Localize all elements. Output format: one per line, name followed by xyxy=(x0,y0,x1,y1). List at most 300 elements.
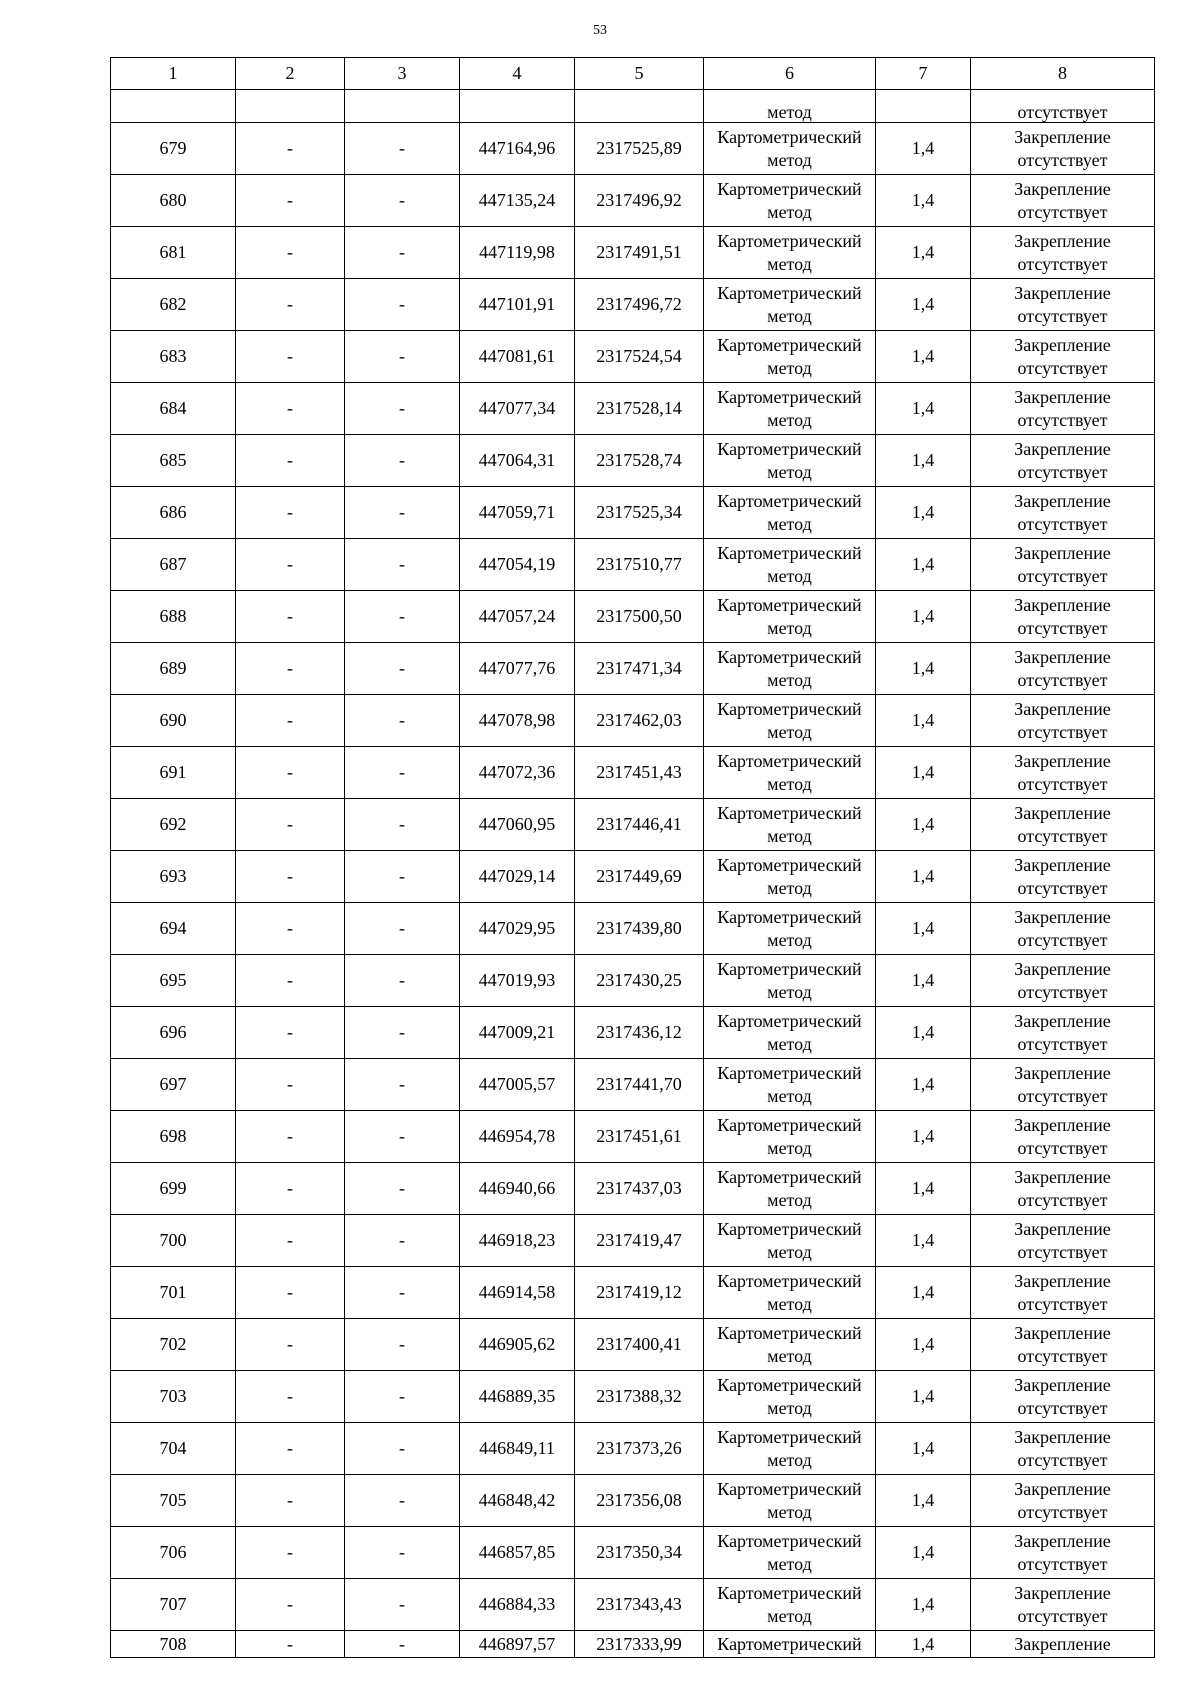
table-row xyxy=(111,1475,1155,1527)
status-cell xyxy=(971,955,1155,1007)
method-cell-line-2: метод xyxy=(767,1397,812,1418)
method-cell xyxy=(704,747,876,799)
method-cell xyxy=(704,1371,876,1423)
point-number-cell: 693 xyxy=(111,851,236,903)
status-cell xyxy=(971,1215,1155,1267)
point-number-cell: 707 xyxy=(111,1579,236,1631)
method-cell xyxy=(704,227,876,279)
table-cell: - xyxy=(345,1423,460,1475)
status-cell-line-2: отсутствует xyxy=(1017,201,1108,222)
method-cell-line-1: Картометрический xyxy=(717,1322,862,1343)
y-coordinate-cell: 2317400,41 xyxy=(575,1319,704,1371)
x-coordinate-cell: 447059,71 xyxy=(460,487,575,539)
status-cell-line-1: Закрепление xyxy=(1014,386,1111,407)
point-number-cell: 702 xyxy=(111,1319,236,1371)
method-cell: Картометрический xyxy=(704,1631,876,1658)
table-cell: - xyxy=(236,175,345,227)
status-cell-line-1: Закрепление xyxy=(1014,282,1111,303)
status-cell-line-2: отсутствует xyxy=(1017,617,1108,638)
method-cell-line-1: Картометрический xyxy=(717,490,862,511)
method-cell-line-2: метод xyxy=(767,773,812,794)
method-cell-line-1: Картометрический xyxy=(717,386,862,407)
table-cell: - xyxy=(345,1215,460,1267)
table-cell: - xyxy=(345,435,460,487)
point-number-cell: 704 xyxy=(111,1423,236,1475)
status-cell-line-2: отсутствует xyxy=(1017,1449,1108,1470)
method-cell xyxy=(704,1423,876,1475)
status-cell xyxy=(971,1163,1155,1215)
table-cell: - xyxy=(236,1631,345,1658)
method-cell-line-1: Картометрический xyxy=(717,594,862,615)
status-cell xyxy=(971,435,1155,487)
method-cell xyxy=(704,695,876,747)
method-cell-line-1: Картометрический xyxy=(717,230,862,251)
y-coordinate-cell: 2317451,61 xyxy=(575,1111,704,1163)
x-coordinate-cell: 447005,57 xyxy=(460,1059,575,1111)
x-coordinate-cell: 447060,95 xyxy=(460,799,575,851)
table-cell: - xyxy=(345,695,460,747)
method-cell-line-2: метод xyxy=(767,513,812,534)
accuracy-cell: 1,4 xyxy=(876,747,971,799)
accuracy-cell: 1,4 xyxy=(876,1579,971,1631)
method-cell-line-1: Картометрический xyxy=(717,1166,862,1187)
x-coordinate-cell: 447029,95 xyxy=(460,903,575,955)
point-number-cell: 701 xyxy=(111,1267,236,1319)
method-cell-line-1: Картометрический xyxy=(717,1426,862,1447)
table-row xyxy=(111,1371,1155,1423)
point-number-cell: 680 xyxy=(111,175,236,227)
y-coordinate-cell: 2317436,12 xyxy=(575,1007,704,1059)
y-coordinate-cell: 2317471,34 xyxy=(575,643,704,695)
table-cell: - xyxy=(345,747,460,799)
table-row xyxy=(111,123,1155,175)
point-number-cell: 700 xyxy=(111,1215,236,1267)
method-cell xyxy=(704,1475,876,1527)
table-cell: - xyxy=(236,1059,345,1111)
table-cell: - xyxy=(345,799,460,851)
method-cell-line-2: метод xyxy=(767,617,812,638)
method-cell xyxy=(704,123,876,175)
x-coordinate-cell: 447101,91 xyxy=(460,279,575,331)
accuracy-cell: 1,4 xyxy=(876,123,971,175)
y-coordinate-cell: 2317419,12 xyxy=(575,1267,704,1319)
table-cell: - xyxy=(236,123,345,175)
y-coordinate-cell: 2317500,50 xyxy=(575,591,704,643)
table-cell: - xyxy=(236,383,345,435)
table-row xyxy=(111,1111,1155,1163)
accuracy-cell: 1,4 xyxy=(876,1631,971,1658)
method-cell-line-1: Картометрический xyxy=(717,178,862,199)
method-cell xyxy=(704,591,876,643)
status-cell-line-1: Закрепление xyxy=(1014,1582,1111,1603)
method-cell-line-2: метод xyxy=(767,201,812,222)
y-coordinate-cell: 2317430,25 xyxy=(575,955,704,1007)
x-coordinate-cell: 446954,78 xyxy=(460,1111,575,1163)
point-number-cell: 691 xyxy=(111,747,236,799)
table-cell: - xyxy=(236,1007,345,1059)
status-cell-line-1: Закрепление xyxy=(1014,646,1111,667)
method-cell-line-1: Картометрический xyxy=(717,1218,862,1239)
status-cell-line-1: Закрепление xyxy=(1014,1374,1111,1395)
status-cell-line-1: Закрепление xyxy=(1014,1010,1111,1031)
table-cell: - xyxy=(345,591,460,643)
status-cell xyxy=(971,1267,1155,1319)
y-coordinate-cell: 2317525,34 xyxy=(575,487,704,539)
table-cell: - xyxy=(345,227,460,279)
status-cell-line-2: отсутствует xyxy=(1017,565,1108,586)
table-cell: - xyxy=(236,851,345,903)
status-cell xyxy=(971,279,1155,331)
column-header: 8 xyxy=(971,58,1155,90)
method-cell xyxy=(704,435,876,487)
y-coordinate-cell: 2317437,03 xyxy=(575,1163,704,1215)
method-cell-line-1: Картометрический xyxy=(717,1478,862,1499)
method-cell xyxy=(704,383,876,435)
y-coordinate-cell: 2317451,43 xyxy=(575,747,704,799)
point-number-cell: 703 xyxy=(111,1371,236,1423)
x-coordinate-cell: 447078,98 xyxy=(460,695,575,747)
x-coordinate-cell: 447119,98 xyxy=(460,227,575,279)
point-number-cell: 705 xyxy=(111,1475,236,1527)
table-cell: - xyxy=(236,1423,345,1475)
y-coordinate-cell: 2317356,08 xyxy=(575,1475,704,1527)
status-cell xyxy=(971,903,1155,955)
table-cell: - xyxy=(345,1007,460,1059)
table-cell xyxy=(876,90,971,123)
method-cell xyxy=(704,1267,876,1319)
status-cell-line-2: отсутствует xyxy=(1017,1397,1108,1418)
table-cell: - xyxy=(236,591,345,643)
status-cell xyxy=(971,1319,1155,1371)
status-cell-line-1: Закрепление xyxy=(1014,750,1111,771)
x-coordinate-cell: 446849,11 xyxy=(460,1423,575,1475)
table-cell: - xyxy=(236,643,345,695)
x-coordinate-cell: 447077,34 xyxy=(460,383,575,435)
column-header: 1 xyxy=(111,58,236,90)
status-cell xyxy=(971,643,1155,695)
table-cell: - xyxy=(345,851,460,903)
table-row xyxy=(111,1631,1155,1658)
point-number-cell: 699 xyxy=(111,1163,236,1215)
method-cell-line-2: метод xyxy=(767,1501,812,1522)
table-row xyxy=(111,1579,1155,1631)
accuracy-cell: 1,4 xyxy=(876,1163,971,1215)
status-cell: Закрепление xyxy=(971,1631,1155,1658)
table-cell: - xyxy=(236,799,345,851)
column-header: 2 xyxy=(236,58,345,90)
y-coordinate-cell: 2317491,51 xyxy=(575,227,704,279)
method-cell-line-2: метод xyxy=(767,1033,812,1054)
point-number-cell: 686 xyxy=(111,487,236,539)
table-cell: - xyxy=(345,331,460,383)
method-cell-line-1: Картометрический xyxy=(717,438,862,459)
table-cell: - xyxy=(345,1163,460,1215)
table-row xyxy=(111,1423,1155,1475)
accuracy-cell: 1,4 xyxy=(876,799,971,851)
table-cell: - xyxy=(345,539,460,591)
method-cell-line-2: метод xyxy=(767,1241,812,1262)
status-cell-line-1: Закрепление xyxy=(1014,542,1111,563)
x-coordinate-cell: 447054,19 xyxy=(460,539,575,591)
table-cell: - xyxy=(236,1475,345,1527)
point-number-cell: 697 xyxy=(111,1059,236,1111)
status-cell xyxy=(971,1423,1155,1475)
status-cell-line-1: Закрепление xyxy=(1014,230,1111,251)
status-cell-line-1: Закрепление xyxy=(1014,1322,1111,1343)
point-number-cell: 681 xyxy=(111,227,236,279)
point-number-cell: 683 xyxy=(111,331,236,383)
column-header: 3 xyxy=(345,58,460,90)
method-cell-line-2: метод xyxy=(767,357,812,378)
accuracy-cell: 1,4 xyxy=(876,1475,971,1527)
status-cell-line-1: Закрепление xyxy=(1014,1426,1111,1447)
point-number-cell: 694 xyxy=(111,903,236,955)
method-cell-line-2: метод xyxy=(767,1605,812,1626)
status-cell-line-2: отсутствует xyxy=(1017,1553,1108,1574)
table-cell: - xyxy=(345,903,460,955)
table-row xyxy=(111,955,1155,1007)
table-cell: - xyxy=(345,1111,460,1163)
y-coordinate-cell: 2317449,69 xyxy=(575,851,704,903)
method-cell xyxy=(704,1059,876,1111)
accuracy-cell: 1,4 xyxy=(876,1059,971,1111)
method-cell-line-2: метод xyxy=(767,981,812,1002)
y-coordinate-cell: 2317388,32 xyxy=(575,1371,704,1423)
x-coordinate-cell: 446918,23 xyxy=(460,1215,575,1267)
method-cell-line-2: метод xyxy=(767,565,812,586)
table-cell: - xyxy=(345,1579,460,1631)
method-cell-line-2: метод xyxy=(767,253,812,274)
method-cell-line-2: метод xyxy=(767,1189,812,1210)
method-cell-line-2: метод xyxy=(767,929,812,950)
method-cell-line-1: Картометрический xyxy=(717,1010,862,1031)
status-cell-line-2: отсутствует xyxy=(1017,357,1108,378)
status-cell xyxy=(971,383,1155,435)
point-number-cell: 688 xyxy=(111,591,236,643)
table-cell: - xyxy=(345,1371,460,1423)
table-cell: - xyxy=(236,1163,345,1215)
status-cell xyxy=(971,175,1155,227)
accuracy-cell: 1,4 xyxy=(876,1267,971,1319)
table-row xyxy=(111,747,1155,799)
accuracy-cell: 1,4 xyxy=(876,1371,971,1423)
method-cell-line-1: Картометрический xyxy=(717,1270,862,1291)
page-number: 53 xyxy=(593,23,607,38)
point-number-cell: 695 xyxy=(111,955,236,1007)
status-cell-line-1: Закрепление xyxy=(1014,854,1111,875)
status-cell xyxy=(971,1371,1155,1423)
method-cell-line-1: Картометрический xyxy=(717,334,862,355)
y-coordinate-cell: 2317528,14 xyxy=(575,383,704,435)
status-cell-line-1: Закрепление xyxy=(1014,334,1111,355)
y-coordinate-cell: 2317439,80 xyxy=(575,903,704,955)
column-header: 6 xyxy=(704,58,876,90)
method-cell-line-1: Картометрический xyxy=(717,958,862,979)
y-coordinate-cell: 2317528,74 xyxy=(575,435,704,487)
table-cell: - xyxy=(345,643,460,695)
method-cell-line-1: Картометрический xyxy=(717,854,862,875)
method-cell xyxy=(704,279,876,331)
table-body xyxy=(111,90,1155,1658)
table-row xyxy=(111,695,1155,747)
status-cell: отсутствует xyxy=(971,90,1155,123)
x-coordinate-cell: 447164,96 xyxy=(460,123,575,175)
status-cell xyxy=(971,1579,1155,1631)
method-cell-line-2: метод xyxy=(767,409,812,430)
x-coordinate-cell: 446857,85 xyxy=(460,1527,575,1579)
table-row xyxy=(111,1215,1155,1267)
table-row xyxy=(111,1007,1155,1059)
method-cell xyxy=(704,1163,876,1215)
header-row xyxy=(111,58,1155,90)
method-cell xyxy=(704,851,876,903)
coordinates-table xyxy=(110,57,1155,1658)
accuracy-cell: 1,4 xyxy=(876,591,971,643)
status-cell-line-2: отсутствует xyxy=(1017,929,1108,950)
x-coordinate-cell: 447081,61 xyxy=(460,331,575,383)
x-coordinate-cell: 447072,36 xyxy=(460,747,575,799)
accuracy-cell: 1,4 xyxy=(876,175,971,227)
status-cell xyxy=(971,1007,1155,1059)
table-cell: - xyxy=(345,1631,460,1658)
status-cell-line-1: Закрепление xyxy=(1014,906,1111,927)
status-cell xyxy=(971,851,1155,903)
table-cell: - xyxy=(236,487,345,539)
table-row xyxy=(111,175,1155,227)
table-row xyxy=(111,435,1155,487)
table-row xyxy=(111,279,1155,331)
y-coordinate-cell: 2317525,89 xyxy=(575,123,704,175)
status-cell xyxy=(971,331,1155,383)
method-cell-line-1: Картометрический xyxy=(717,282,862,303)
status-cell xyxy=(971,747,1155,799)
status-cell-line-1: Закрепление xyxy=(1014,594,1111,615)
method-cell-line-2: метод xyxy=(767,1085,812,1106)
method-cell-line-1: Картометрический xyxy=(717,542,862,563)
accuracy-cell: 1,4 xyxy=(876,331,971,383)
method-cell-line-1: Картометрический xyxy=(717,1374,862,1395)
method-cell-line-1: Картометрический xyxy=(717,802,862,823)
table-cell: - xyxy=(236,1527,345,1579)
table-cell: - xyxy=(236,1215,345,1267)
table-cell: - xyxy=(345,123,460,175)
method-cell xyxy=(704,487,876,539)
point-number-cell: 692 xyxy=(111,799,236,851)
accuracy-cell: 1,4 xyxy=(876,383,971,435)
y-coordinate-cell: 2317343,43 xyxy=(575,1579,704,1631)
accuracy-cell: 1,4 xyxy=(876,1007,971,1059)
x-coordinate-cell: 447019,93 xyxy=(460,955,575,1007)
table-cell: - xyxy=(236,903,345,955)
table-row xyxy=(111,539,1155,591)
x-coordinate-cell: 447064,31 xyxy=(460,435,575,487)
y-coordinate-cell: 2317419,47 xyxy=(575,1215,704,1267)
accuracy-cell: 1,4 xyxy=(876,1423,971,1475)
x-coordinate-cell: 447077,76 xyxy=(460,643,575,695)
method-cell-line-1: Картометрический xyxy=(717,646,862,667)
accuracy-cell: 1,4 xyxy=(876,1215,971,1267)
status-cell xyxy=(971,799,1155,851)
table-cell xyxy=(345,90,460,123)
table-cell: - xyxy=(345,279,460,331)
x-coordinate-cell: 446889,35 xyxy=(460,1371,575,1423)
continued-row xyxy=(111,90,1155,123)
table-cell: - xyxy=(236,1579,345,1631)
method-cell xyxy=(704,175,876,227)
table-row xyxy=(111,227,1155,279)
point-number-cell: 698 xyxy=(111,1111,236,1163)
y-coordinate-cell: 2317333,99 xyxy=(575,1631,704,1658)
status-cell-line-2: отсутствует xyxy=(1017,409,1108,430)
method-cell-line-2: метод xyxy=(767,1137,812,1158)
table-cell: - xyxy=(345,955,460,1007)
method-cell-line-2: метод xyxy=(767,877,812,898)
status-cell-line-2: отсутствует xyxy=(1017,981,1108,1002)
status-cell xyxy=(971,1111,1155,1163)
method-cell-line-2: метод xyxy=(767,669,812,690)
status-cell-line-2: отсутствует xyxy=(1017,1137,1108,1158)
point-number-cell: 679 xyxy=(111,123,236,175)
status-cell-line-2: отсутствует xyxy=(1017,721,1108,742)
method-cell xyxy=(704,1111,876,1163)
accuracy-cell: 1,4 xyxy=(876,539,971,591)
table-row xyxy=(111,487,1155,539)
status-cell xyxy=(971,695,1155,747)
method-cell xyxy=(704,1215,876,1267)
table-cell: - xyxy=(345,175,460,227)
table-cell: - xyxy=(236,1371,345,1423)
point-number-cell: 690 xyxy=(111,695,236,747)
method-cell-line-1: Картометрический xyxy=(717,126,862,147)
table-cell: - xyxy=(236,435,345,487)
status-cell-line-1: Закрепление xyxy=(1014,438,1111,459)
status-cell-line-1: Закрепление xyxy=(1014,1530,1111,1551)
status-cell-line-2: отсутствует xyxy=(1017,305,1108,326)
table-cell: - xyxy=(345,383,460,435)
method-cell-line-1: Картометрический xyxy=(717,906,862,927)
accuracy-cell: 1,4 xyxy=(876,851,971,903)
status-cell-line-2: отсутствует xyxy=(1017,253,1108,274)
method-cell xyxy=(704,539,876,591)
point-number-cell: 687 xyxy=(111,539,236,591)
table-row xyxy=(111,383,1155,435)
status-cell-line-1: Закрепление xyxy=(1014,178,1111,199)
table-cell xyxy=(236,90,345,123)
accuracy-cell: 1,4 xyxy=(876,1319,971,1371)
accuracy-cell: 1,4 xyxy=(876,643,971,695)
status-cell-line-1: Закрепление xyxy=(1014,1114,1111,1135)
status-cell-line-1: Закрепление xyxy=(1014,126,1111,147)
status-cell-line-2: отсутствует xyxy=(1017,1345,1108,1366)
status-cell-line-2: отсутствует xyxy=(1017,149,1108,170)
method-cell xyxy=(704,1527,876,1579)
status-cell xyxy=(971,1475,1155,1527)
method-cell xyxy=(704,799,876,851)
table-cell: - xyxy=(345,1527,460,1579)
table-row xyxy=(111,1163,1155,1215)
method-cell: метод xyxy=(704,90,876,123)
table-cell: - xyxy=(236,955,345,1007)
y-coordinate-cell: 2317350,34 xyxy=(575,1527,704,1579)
status-cell-line-2: отсутствует xyxy=(1017,1033,1108,1054)
method-cell-line-2: метод xyxy=(767,1293,812,1314)
status-cell-line-2: отсутствует xyxy=(1017,773,1108,794)
table-row xyxy=(111,1059,1155,1111)
table-cell: - xyxy=(236,539,345,591)
method-cell xyxy=(704,1579,876,1631)
table-row xyxy=(111,331,1155,383)
x-coordinate-cell: 446884,33 xyxy=(460,1579,575,1631)
